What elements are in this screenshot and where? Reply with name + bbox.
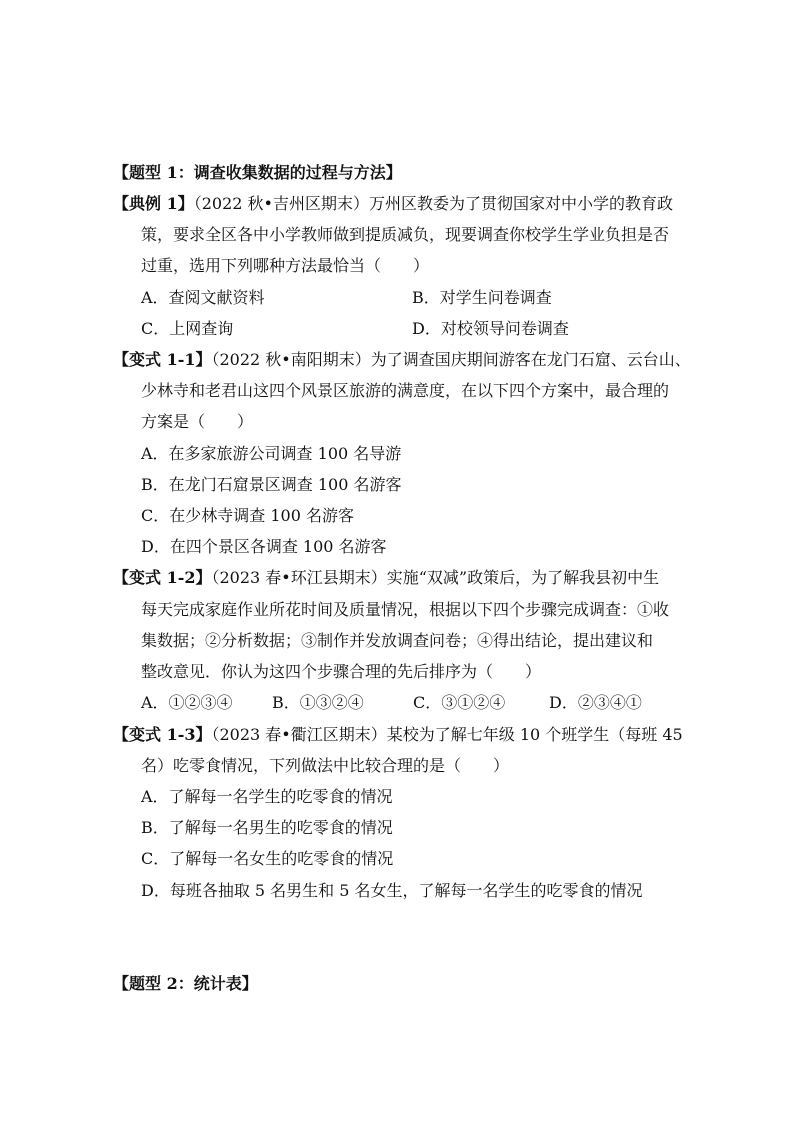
question-text: （2023 春•环江县期末）实施“双减”政策后，为了解我县初中生 <box>211 568 660 587</box>
question-text: （2022 秋•南阳期末）为了调查国庆期间游客在龙门石窟、云台山、 <box>211 350 691 369</box>
option-c: C．③①②④ <box>413 693 506 712</box>
section-heading-1: 【题型 1：调查收集数据的过程与方法】 <box>113 163 402 182</box>
option-d: D．每班各抽取 5 名男生和 5 名女生，了解每一名学生的吃零食的情况 <box>141 881 643 900</box>
option-a: A．在多家旅游公司调查 100 名导游 <box>141 444 402 463</box>
option-d: D．②③④① <box>549 693 642 712</box>
option-b: B．在龙门石窟景区调查 100 名游客 <box>141 475 402 494</box>
question-tag: 【典例 1】 <box>113 194 194 213</box>
question-4-line-1 <box>113 725 683 745</box>
question-tag: 【变式 1-1】 <box>113 350 212 369</box>
question-3-line-3: 集数据；②分析数据；③制作并发放调查问卷；④得出结论，提出建议和 <box>141 631 654 650</box>
question-1-line-1 <box>113 194 673 214</box>
question-2-line-3: 方案是（ ） <box>141 412 254 431</box>
option-b: B．①③②④ <box>272 693 364 712</box>
question-1-options-row-1 <box>141 288 265 308</box>
question-3-line-4: 整改意见．你认为这四个步骤合理的先后排序为（ ） <box>141 662 542 681</box>
question-tag: 【变式 1-3】 <box>113 725 212 744</box>
question-3-line-1 <box>113 568 659 588</box>
section-heading-2: 【题型 2：统计表】 <box>113 974 258 993</box>
question-3-line-2: 每天完成家庭作业所花时间及质量情况，根据以下四个步骤完成调查：①收 <box>141 600 670 619</box>
option-a: A．查阅文献资料 <box>141 288 265 307</box>
option-c: C．在少林寺调查 100 名游客 <box>141 506 354 525</box>
option-c: C．了解每一名女生的吃零食的情况 <box>141 849 394 868</box>
question-tag: 【变式 1-2】 <box>113 568 212 587</box>
option-a: A．了解每一名学生的吃零食的情况 <box>141 787 393 806</box>
question-1-line-2: 策，要求全区各中小学教师做到提质减负，现要调查你校学生学业负担是否 <box>141 225 670 244</box>
option-b: B．对学生问卷调查 <box>412 288 552 307</box>
option-d: D．对校领导问卷调查 <box>412 319 569 338</box>
question-text: （2023 春•衢江区期末）某校为了解七年级 10 个班学生（每班 45 <box>211 725 683 744</box>
option-b: B．了解每一名男生的吃零食的情况 <box>141 818 393 837</box>
question-1-line-3: 过重，选用下列哪种方法最恰当（ ） <box>141 256 430 275</box>
option-c: C．上网查询 <box>141 319 234 338</box>
question-2-line-2: 少林寺和老君山这四个风景区旅游的满意度，在以下四个方案中，最合理的 <box>141 381 670 400</box>
option-d: D．在四个景区各调查 100 名游客 <box>141 537 387 556</box>
question-4-line-2: 名）吃零食情况，下列做法中比较合理的是（ ） <box>141 756 510 775</box>
question-2-line-1 <box>113 350 691 370</box>
question-text: （2022 秋•吉州区期末）万州区教委为了贯彻国家对中小学的教育政 <box>193 194 673 213</box>
option-a: A．①②③④ <box>141 693 233 712</box>
